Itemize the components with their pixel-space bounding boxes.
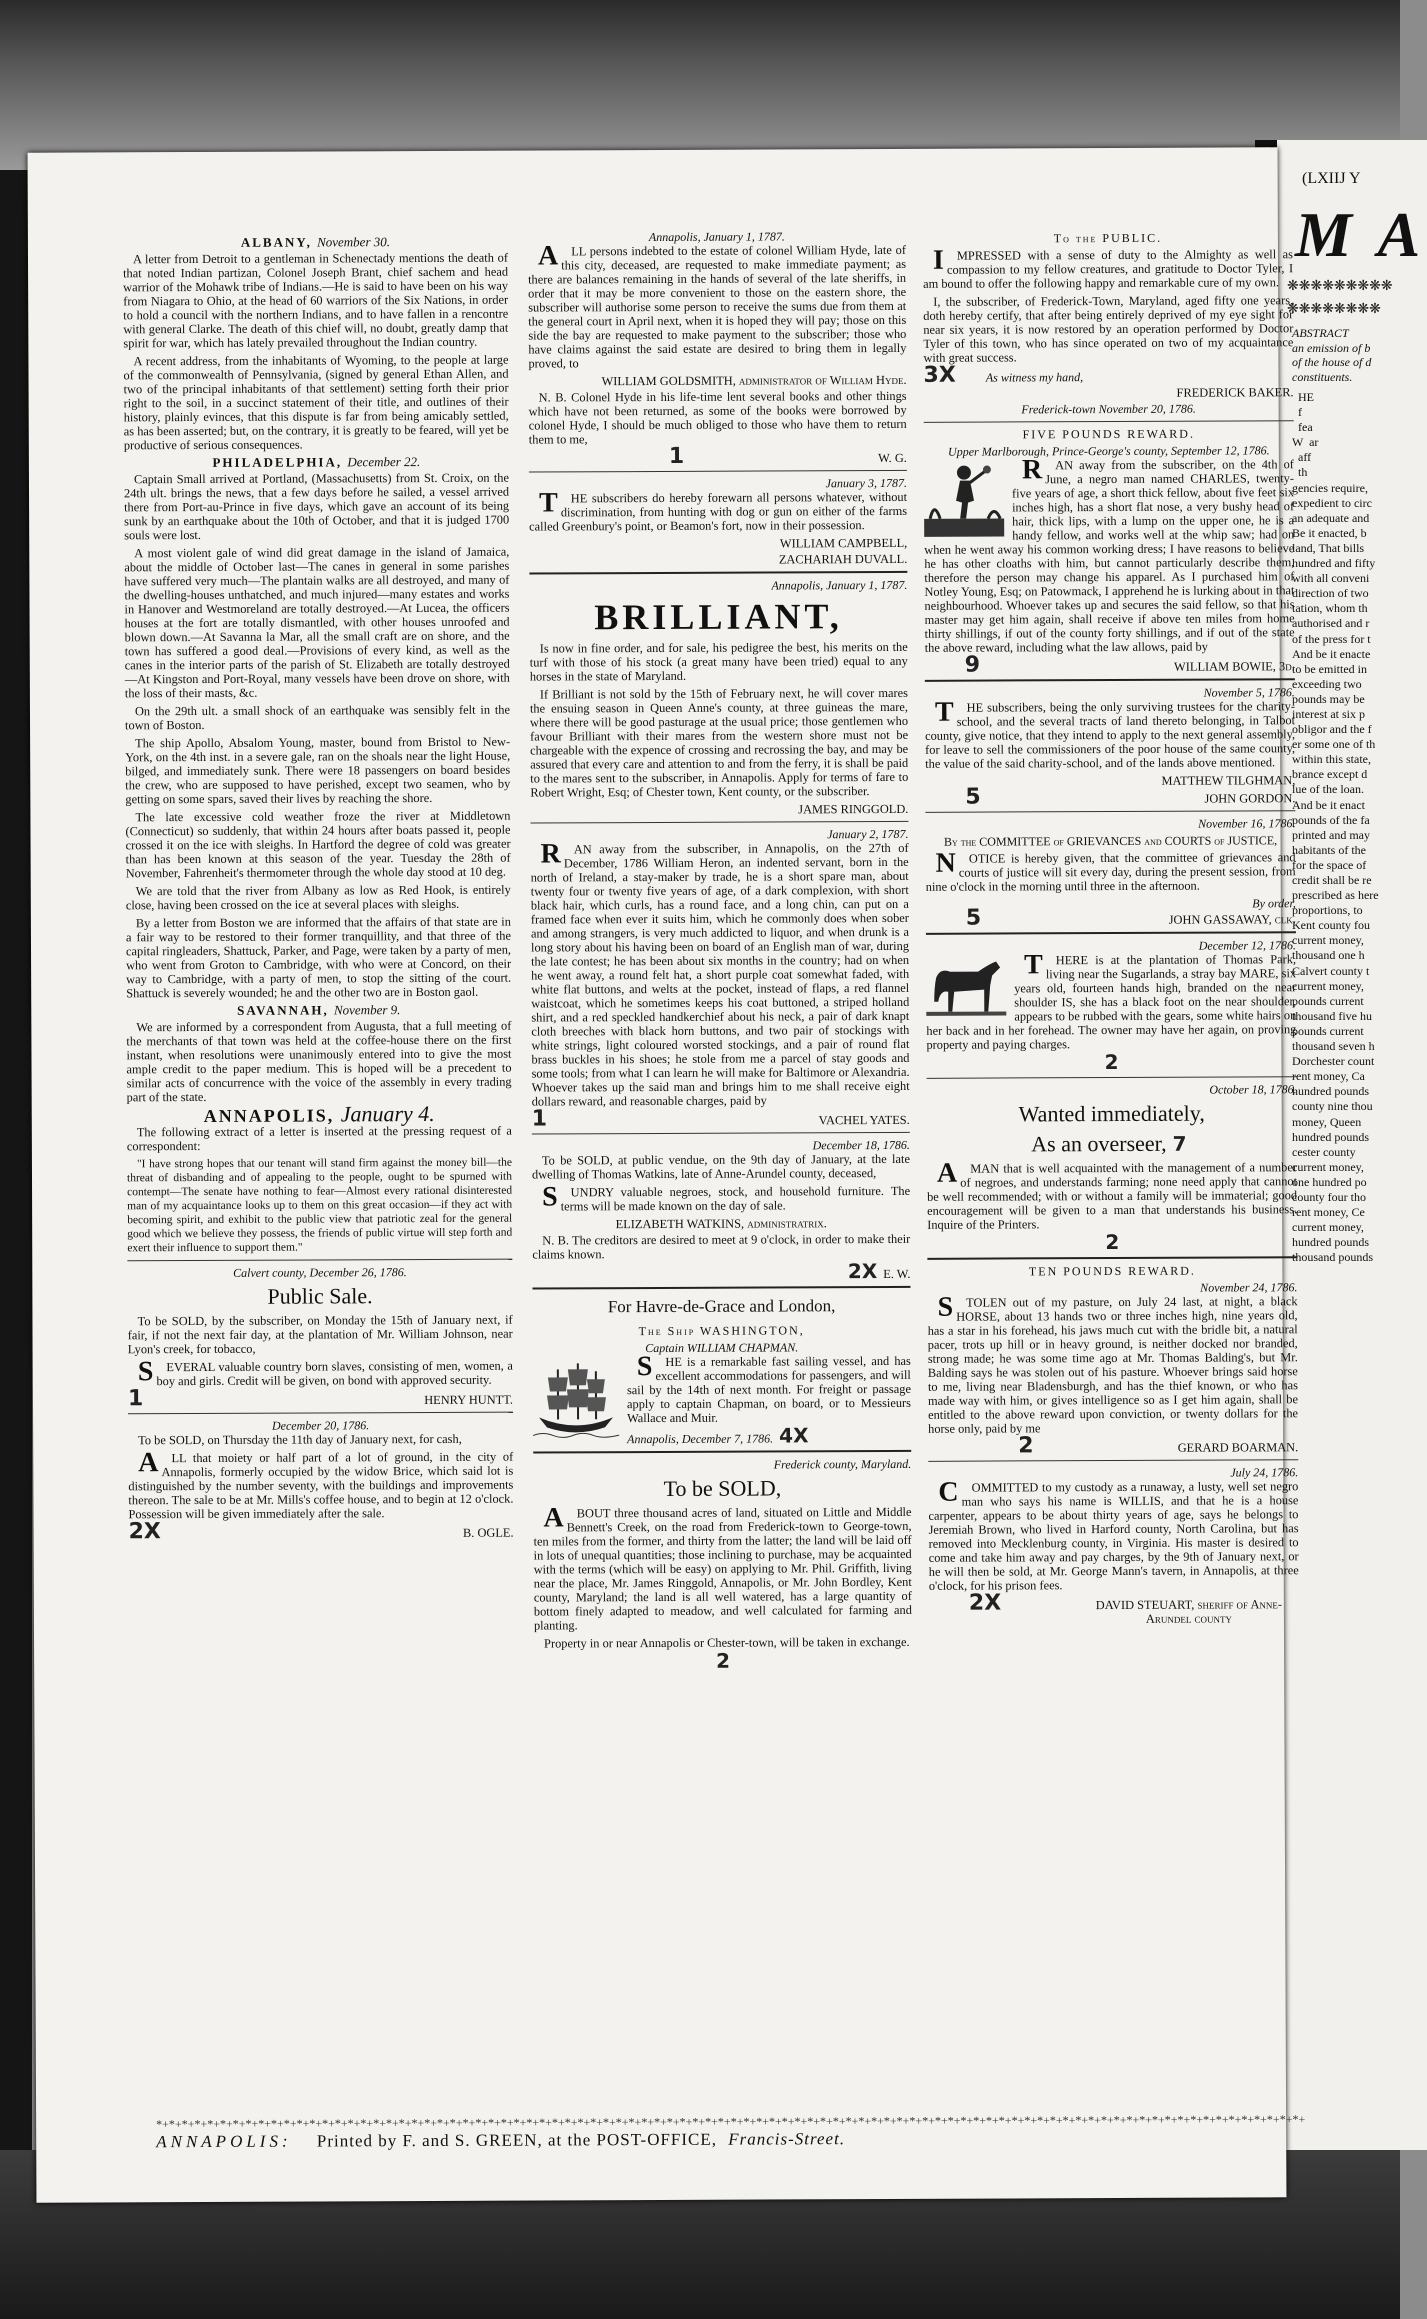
- handwritten-mark: 2: [1105, 1229, 1120, 1255]
- ad-heading-ship: For Havre-de-Grace and London,: [607, 1296, 836, 1317]
- ad-paragraph: SUNDRY valuable negroes, stock, and household furniture. The terms will be made known on the day of sale.: [542, 1181, 911, 1214]
- handwritten-mark: 4X: [779, 1423, 809, 1448]
- ad-signature-row: [534, 1648, 912, 1673]
- ad-signature: DAVID STEUART, sheriff of Anne-Arundel county: [1095, 1597, 1283, 1626]
- dateline-annapolis: ANNAPOLIS, January 4.: [203, 1100, 435, 1127]
- ad-witness: As witness my hand,: [985, 370, 1084, 385]
- handwritten-mark: 2X: [968, 1590, 1002, 1616]
- ad-dateline: November 5, 1786.: [1203, 685, 1295, 700]
- ad-paragraph: N. B. Colonel Hyde in his life-time lent several books and other things which have not been returned, as some of the books were borrowed by colonel Hyde, I should be much obliged to those who have them to return them to me,: [528, 388, 907, 447]
- column-rule: [127, 1259, 512, 1262]
- handwritten-mark: 2: [716, 1648, 731, 1673]
- ad-paragraph: N. B. The creditors are desired to meet at 9 o'clock, in order to make their claims known.: [532, 1231, 911, 1262]
- ad-signature-row: [926, 905, 1296, 931]
- column-rule: [530, 821, 908, 824]
- ship-name: The Ship WASHINGTON,: [638, 1323, 805, 1339]
- column-rule: [927, 1256, 1297, 1260]
- ad-signature: JAMES RINGGOLD.: [798, 801, 909, 817]
- ad-signature: B. OGLE.: [462, 1525, 514, 1540]
- news-paragraph: A letter from Detroit to a gentleman in Schenectady mentions the death of that noted Indian partizan, Colonel Joseph Brant, chief sachem and head warrior of the Mohawk tribe of Indians.—He is said to have been on his way from Niagara to Ohio, at the head of 60 warriors of the Six Nations, in order to hold a council with the northern Indians, and to have fallen in a rencontre with general Clarke. The death of this chief will, no doubt, greatly damp that spirit for war, which has lately prevailed throughout the Indian country.: [123, 250, 509, 351]
- ad-paragraph: To be SOLD, at public vendue, on the 9th day of January, at the late dwelling of Thomas Watkins, late of Anne-Arundel county, deceased,: [531, 1151, 910, 1182]
- ad-dateline: November 16, 1786.: [1198, 816, 1296, 831]
- ad-signature: WILLIAM BOWIE, 3d.: [1174, 659, 1295, 674]
- ad-heading-overseer: As an overseer, 7: [1031, 1130, 1187, 1157]
- ad-paragraph: NOTICE is hereby given, that the committee of grievances and courts of justice will sit every day, during the present session, from nine o'clock in the morning until three in the afternoon.: [925, 847, 1296, 894]
- runaway-figure-icon: [924, 460, 1004, 536]
- handwritten-mark: 7: [1172, 1131, 1187, 1156]
- ad-signature-row: [925, 652, 1295, 678]
- ad-paragraph: RAN away from the subscriber, in Annapolis, on the 27th of December, 1786 William Heron, an indented servant, born in the north of Ireland, a stay-maker by trade, he is a short spare man, about twenty four or twenty five years of age, of a dark complexion, with short black hair, which curls, has a round face, and a long chin, can put on a framed face when ever it suits him, which he commonly does when sober and among strangers, is very much addicted to liquor, and when drunk is a long story about his having been on board of an English man of war, during the late contest; he has been about six months in the country; had on when he went away, a round felt hat, a short purple coat somewhat faded, with white flat buttons, and welts at the pocket, instead of flaps, a red flannel waistcoat, which he sometimes keeps his coat buttoned, a striped holland shirt, and a red speckled handkerchief about his neck, a pair of dark knapt cloth breeches with black horn buttons, and two pair of stockings with white strings, light coloured worsted stockings, and a pair of round flat brass buckles in his shoes; he stole from me a parcel of stay goods and some tools; from what I can learn he will make for Baltimore or Alexandria. Whoever takes up the said man and brings him to me shall receive eight dollars reward, and reasonable charges, paid by: [530, 838, 910, 1109]
- binding-spine: [0, 170, 32, 2150]
- ornament-border: *+*+*+*+*+*+*+*+*+*+*+*+*+*+*+*+*+*+*+*+*+*+*+*+*+*+*+*+*+*+*+*+*+*+*+*+*+*+*+*+*+*+*+*+*+*+*+*+*+*+*+*+*+*+*+*+*+*+*+*+*+*+*+*+*+*+*+*+*+*+*+*+*+*+*+*+*+*+*+*+*+*+*+*+*+*+*+*+*+*+: [156, 2112, 1306, 2132]
- ad-dateline: January 2, 1787.: [827, 826, 909, 842]
- ad-paragraph: ALL persons indebted to the estate of colonel William Hyde, late of this city, deceased, are requested to make immediate payment; as there are balances remaining in the hands of several of the late sheriffs, in order that it may be more convenient to those on the eastern shore, the subscriber will authorise some person to receive the sums due from them at the general court in April next, when it is hoped they will pay; those on this side the bay are requested to make payment to the subscriber; those who have claims against the said estate are desired to bring them in legally proved, to: [528, 240, 907, 371]
- ad-dateline: December 12, 1786.: [1198, 938, 1297, 953]
- ad-signature: MATTHEW TILGHMAN,: [1161, 773, 1296, 788]
- ship-icon: [533, 1357, 619, 1443]
- ad-signature: JOHN GASSAWAY, clk.: [1168, 912, 1296, 927]
- handwritten-mark: 2: [1018, 1433, 1034, 1459]
- column-rule: [529, 571, 907, 575]
- ad-paragraph: If Brilliant is not sold by the 15th of February next, he will cover mares the ensuing season in Queen Anne's county, at three guineas the mare, where there will be good pasturage at the usual price; those gentlemen who favour Brilliant with their mares from the western shore must not be chargeable with the expence of crossing and recrossing the bay, and may be assured that every care and attention to and from the ferry, it is shall be paid to the mares sent to the subscriber, in Annapolis. Apply for terms of fare to Robert Wright, Esq; of Chester town, Kent county, or the subscriber.: [529, 685, 909, 800]
- column-rule: [533, 1450, 911, 1454]
- ad-signature: ELIZABETH WATKINS, administratrix.: [615, 1216, 827, 1232]
- letter-extract: "I have strong hopes that our tenant will stand firm against the money bill—the threat of disbanding and of appealing to the people, ought to be spurned with contempt—The senate have nothing to fear—Almost every rational disinterested man of my acquaintance looks up to them on this great occasion—if they act with becoming spirit, and exhibit to the public view that patriotic zeal for the general good which we believe they possess, the friends of public virtue will step forth and exert their influence to support them.": [126, 1156, 513, 1255]
- ad-heading-ten-pounds: TEN POUNDS REWARD.: [1028, 1263, 1196, 1279]
- handwritten-mark: 1: [531, 1106, 548, 1132]
- ad-heading-five-pounds: FIVE POUNDS REWARD.: [1022, 426, 1195, 442]
- ad-paragraph: To be SOLD, on Thursday the 11th day of January next, for cash,: [138, 1431, 462, 1448]
- column-rule: [532, 1132, 910, 1135]
- news-paragraph: The late excessive cold weather froze the river at Middletown (Connecticut) so suddenly, that within 24 hours after boats passed it, people crossed it on the ice with sleighs. In Hartford the degree of cold was greater than has been known at this season of the year. Tuesday the 28th of November, Fahrenheit's thermometer through the whole day stood at 10 deg.: [125, 808, 511, 881]
- ad-dateline: December 20, 1786.: [271, 1418, 370, 1433]
- column-2: [528, 229, 914, 2091]
- ad-signature-row: [927, 1229, 1297, 1255]
- ad-paragraph: ALL that moiety or half part of a lot of ground, in the city of Annapolis, formerly occupied by the widow Brice, which said lot is distinguished by the number seventy, with the buildings and improvements thereon. The sale to be at Mr. Mills's coffee house, and to begin at 12 o'clock. Possession will be given immediately after the sale.: [128, 1447, 514, 1522]
- ad-paragraph: IMPRESSED with a sense of duty to the Almighty as well as compassion to my fellow creatures, and gratitude to Doctor Tyler, I am bound to offer the following happy and remarkable cure of my own.: [923, 244, 1294, 291]
- ad-signature: WILLIAM CAMPBELL,: [779, 535, 908, 551]
- column-3: [923, 227, 1301, 2089]
- handwritten-mark: 1: [668, 443, 685, 469]
- ad-paragraph: THE subscribers, being the only surviving trustees for the charity-school, and the several tracts of land thereto belonging, in Talbot county, give notice, that they intend to apply to the next general assembly, for leave to sell the commissioners of the poor house of the same county, the value of the said charity-school, and of the lands above mentioned.: [925, 696, 1296, 771]
- column-rule: [532, 1286, 910, 1290]
- ad-dateline: November 24, 1786.: [1200, 1280, 1298, 1295]
- ad-signature: JOHN GORDON.: [1204, 791, 1296, 806]
- ad-signature-row: [928, 1433, 1299, 1459]
- ad-paragraph: THE subscribers do hereby forewarn all persons whatever, without discrimination, from hunting with dog or gun on either of the farms called Greenbury's point, or Beamon's fort, now in their possession.: [529, 487, 908, 534]
- scan-background-top: [0, 0, 1400, 170]
- news-paragraph: The following extract of a letter is inserted at the pressing request of a correspondent:: [126, 1123, 512, 1154]
- ad-heading-to-the-public: To the PUBLIC.: [1053, 230, 1163, 246]
- ad-signature-row: [529, 443, 907, 469]
- adjacent-page-ornament-2: ❋❋❋❋❋❋❋❋: [1287, 302, 1381, 317]
- ad-paragraph: Is now in fine order, and for sale, his pedigree the best, his merits on the turf with those of his stock (a great many have been tried) equal to any horses in the state of Maryland.: [529, 639, 908, 684]
- ad-paragraph: SHE is a remarkable fast sailing vessel, and has excellent accommodations for passengers, and will sail by the 14th of next month. For freight or passage apply to captain Chapman, on board, or to Messieurs Wallace and Muir.: [626, 1351, 912, 1426]
- dateline-albany: ALBANY, November 30.: [240, 234, 391, 250]
- runaway-woodcut: [924, 460, 1004, 539]
- ad-signature-row: [128, 1519, 514, 1545]
- ad-signature: VACHEL YATES.: [818, 1112, 910, 1128]
- ad-paragraph: THERE is at the plantation of Thomas Park, living near the Sugarlands, a stray bay MARE, six years old, fourteen hands high, branded on the near shoulder IS, she has a black foot on the near shoulder, appears to be rubbed with the gears, some white hairs on her back and in her forehead. The owner may have her again, on proving property and paying charges.: [926, 949, 1297, 1052]
- ad-paragraph: Property in or near Annapolis or Chester-town, will be taken in exchange.: [544, 1634, 910, 1651]
- imprint-city: ANNAPOLIS:: [156, 2131, 292, 2152]
- ad-signature: GERARD BOARMAN.: [1177, 1440, 1299, 1455]
- ship-woodcut: [533, 1357, 619, 1446]
- column-rule: [927, 1076, 1297, 1079]
- newspaper-page: [28, 147, 1306, 2202]
- ad-paragraph: COMMITTED to my custody as a runaway, a lusty, well set negro man who says his name is WILLIS, and that he is a house carpenter, appears to be about thirty years of age, says he belongs to Jeremiah Brown, who lived in Harford county, North Carolina, but has removed into Mecklenburg county, in Virginia. His master is desired to come and take him away and pay charges, by the 9th of January next, or he will then be sold, at Mr. George Mann's tavern, in Annapolis, at three o'clock, for his prison fees.: [928, 1476, 1299, 1593]
- ad-by-order: By order,: [1252, 896, 1296, 911]
- column-rule: [529, 470, 907, 473]
- ad-paragraph: I, the subscriber, of Frederick-Town, Maryland, aged fifty one years, doth hereby certify, that after being entirely deprived of my eye sight for near six years, it is now restored by an operation performed by Doctor Tyler of this town, who has since operated on two of my acquaintance with great success.: [923, 293, 1294, 365]
- adjacent-page-title: M A: [1295, 199, 1427, 270]
- imprint-street: Francis-Street.: [728, 2129, 846, 2149]
- ad-signature-row: [531, 1106, 910, 1132]
- column-rule: [926, 931, 1296, 935]
- news-paragraph: We are informed by a correspondent from Augusta, that a full meeting of the merchants of that town was held at the coffee-house there on the first instant, when resolutions were unanimously entered into to give the most ample credit to the paper medium. This is hoped will be a precedent to similar acts of concurrence with the voice of the assembly in every trading part of the state.: [126, 1018, 512, 1105]
- column-rule: [928, 1459, 1298, 1462]
- adjacent-page-body: HE f fea W ar aff th gencies require, expedient to circ an adequate and Be it enacted, b land, That bills hundred and fifty with all conveni direction of two tation, whom th authorised and r of the press for t And be it enacte to be emitted in exceeding two pounds may be interest at six p obligor and the f er some one of th within this state, brance except d lue of the loan. And be it enact pounds of the fa printed and may habitants of the for the space of credit shall be re prescribed as here proportions, to Kent county fou current money, thousand one h Calvert county t current money, pounds current thousand five hu pounds current thousand seven h Dorchester count rent money, Ca hundred pounds county nine thou money, Queen hundred pounds cester county current money, one hundred po county four tho rent money, Ce current money, hundred pounds thousand pounds: [1292, 390, 1379, 1265]
- ad-heading-public-sale: Public Sale.: [267, 1283, 373, 1309]
- column-rule: [924, 420, 1294, 423]
- handwritten-mark: 5: [965, 784, 981, 810]
- adjacent-page-abstract: ABSTRACT an emission of b of the house of d constituents.: [1292, 326, 1372, 384]
- dateline-philadelphia: PHILADELPHIA, December 22.: [212, 454, 421, 470]
- column-rule: [925, 678, 1295, 682]
- ad-signature-row: [532, 1259, 911, 1284]
- ad-dateline: Annapolis, January 1, 1787.: [648, 229, 785, 245]
- printer-imprint: [156, 2112, 1306, 2152]
- column-rule: [925, 810, 1295, 813]
- handwritten-mark: 1: [127, 1386, 144, 1412]
- handwritten-mark: 2X: [847, 1259, 878, 1284]
- handwritten-mark: 9: [964, 652, 981, 678]
- adjacent-page-ornament: ❋❋❋❋❋❋❋❋❋: [1287, 279, 1393, 294]
- ad-heading-committee: By the COMMITTEE of GRIEVANCES and COURTS of JUSTICE,: [943, 833, 1278, 849]
- ad-signature: W. G.: [878, 450, 907, 466]
- ad-dateline: Frederick county, Maryland.: [773, 1456, 912, 1472]
- news-paragraph: A most violent gale of wind did great damage in the island of Jamaica, about the middle of October last—The canes in general in some parishes have suffered very much—The plantain walks are all destroyed, and many of the dwelling-houses unthatched, and much injured—many estates and works in Hanover and Westmoreland are totally destroyed.—At Lucea, the officers houses at the fort are totally dismantled, with other houses unroofed and blown down.—At Savanna la Mar, all the small craft are on shore, and the town has suffered a good deal.—Provisions of every kind, as well as the canes in the interior parts of the parish of St. Elizabeth are totally destroyed—At Kingston and Port-Royal, many vessels have been drove on shore, with the loss of their masts, &c.: [124, 544, 510, 701]
- horse-woodcut: [926, 955, 1006, 1020]
- ad-signature: ZACHARIAH DUVALL.: [778, 551, 908, 567]
- news-paragraph: Captain Small arrived at Portland, (Massachusetts) from St. Croix, on the 24th ult. brings the news, that a few days before he sailed, a vessel arrived there from Port-au-Prince in five days, which gave an account of its being sunk by an earthquake about the 10th of October, and that it is judged 1700 souls were lost.: [123, 470, 510, 543]
- ad-signature: FREDERICK BAKER.: [1176, 385, 1294, 400]
- ship-captain: Captain WILLIAM CHAPMAN.: [645, 1340, 799, 1356]
- news-paragraph: On the 29th ult. a small shock of an earthquake was sensibly felt in the town of Boston.: [125, 702, 510, 733]
- news-paragraph: We are told that the river from Albany as low as Red Hook, is entirely close, having been crossed on the ice at several places with sleighs.: [125, 882, 511, 913]
- ad-paragraph: SEVERAL valuable country born slaves, consisting of men, women, a boy and girls. Credit will be given, on bond with approved security.: [137, 1356, 513, 1389]
- dateline-savannah: SAVANNAH, November 9.: [237, 1002, 401, 1018]
- horse-icon: [926, 955, 1006, 1017]
- ad-paragraph: AMAN that is well acquainted with the management of a number of negroes, and understands farming; none need apply that cannot be well recommended; with or without a family will be immaterial; good encouragement will be given to a man that understands his business. Inquire of the Printers.: [927, 1157, 1298, 1232]
- ad-paragraph: STOLEN out of my pasture, on July 24 last, at night, a black HORSE, about 13 hands two or three inches high, nine years old, has a star in his forehead, his jaws much cut with the bridle bit, a natural pacer, trots up hill or in heavy ground, is neither docked nor branded, strong made; he was some time ago at Mr. Thomas Balding's, but Mr. Balding says he was stolen out of his pasture. Whoever brings said horse to me, living near Bladensburgh, and has the thief known, or who has made way with him, or gives intelligence so as I get him again, shall be entitled to the above reward upon conviction, or twenty dollars for the horse only, paid by me: [927, 1291, 1299, 1436]
- ad-dateline: Calvert county, December 26, 1786.: [233, 1265, 407, 1280]
- ad-heading-brilliant: BRILLIANT,: [594, 596, 843, 638]
- ad-signature-row: [925, 784, 1296, 810]
- ad-signature-row: [127, 1386, 514, 1412]
- ad-heading-to-be-sold: To be SOLD,: [663, 1475, 782, 1501]
- ad-dateline: Upper Marlborough, Prince-George's county, September 12, 1786.: [948, 443, 1270, 459]
- ad-dateline: Annapolis, January 1, 1787.: [771, 577, 908, 593]
- column-rule: [128, 1412, 513, 1415]
- ad-dateline: Frederick-town November 20, 1786.: [1021, 401, 1196, 417]
- ad-heading-wanted: Wanted immediately,: [1018, 1100, 1205, 1127]
- ad-signature: E. W.: [883, 1266, 911, 1282]
- news-paragraph: By a letter from Boston we are informed that the affairs of that state are in a fair way to be restored to their former tranquillity, and that three of the capital ringleaders, Shattuck, Parker, and Page, were taken by a party of men, who went from Groton to Cambridge, with who were at Concord, on their way to Cambridge, with a party of men, to stop the sitting of the court. Shattuck is severely wounded; he and the other two are in Boston gaol.: [125, 914, 512, 1001]
- ad-dateline: January 3, 1787.: [825, 475, 908, 491]
- news-paragraph: A recent address, from the inhabitants of Wyoming, to the people at large of the commonwealth of Pennsylvania, (signed by general Ethan Allen, and two of the principal inhabitants of that settlement) setting forth their prior right to the soil, in a succinct statement of their title, and outlines of their history, plainly evinces, that this dispute is far from being amicably settled, as has been asserted; but, on the contrary, it is greatly to be feared, will yet be productive of serious consequences.: [123, 352, 509, 453]
- adjacent-page-header: (LXIIJ Y: [1302, 170, 1361, 187]
- ad-signature: WILLIAM GOLDSMITH, administrator of William Hyde.: [601, 372, 907, 389]
- ad-dateline: December 18, 1786.: [812, 1137, 910, 1153]
- news-paragraph: The ship Apollo, Absalom Young, master, bound from Bristol to New-York, on the 4th inst. in a severe gale, ran on the shoals near the light House, bilged, and immediately sunk. There were 18 passengers on board besides the crew, who are supposed to have perished, except two seamen, who by getting on some spars, saved their lives by reaching the shore.: [125, 734, 511, 807]
- ad-paragraph: ABOUT three thousand acres of land, situated on Little and Middle Bennett's Creek, on the road from Frederick-town to George-town, ten miles from the former, and thirty from the latter; the land will be laid off in lots of unequal quantities; those inclining to purchase, may be acquainted with the terms (which will be easy) on applying to Mr. Phil. Griffith, living near the place, Mr. James Ringgold, Annapolis, or Mr. John Bordley, Kent county, Maryland; the land is all well watered, has a large quantity of bottom finely adapted to meadow, and well calculated for farming and planting.: [533, 1502, 912, 1633]
- handwritten-mark: 5: [965, 905, 982, 931]
- ad-signature-row: [923, 362, 1293, 388]
- ad-dateline: July 24, 1786.: [1230, 1465, 1299, 1480]
- imprint-printer: Printed by F. and S. GREEN, at the POST-OFFICE,: [316, 2129, 718, 2151]
- ad-dateline: Annapolis, December 7, 1786.: [627, 1431, 774, 1447]
- ad-paragraph: RAN away from the subscriber, on the 4th of June, a negro man named CHARLES, twenty-five years of age, a short thick fellow, about five feet six inches high, has a short flat nose, a very bushy head of hair, thick lips, with a lump on the upper one, he is a handy fellow, and works well at the whip saw; had on when he went away his common working dress; I have reasons to believe he has other cloaths with him, but cannot particularly describe them, therefore the person may change his apparel. As I purchased him of Notley Young, Esq; on Patowmack, I apprehend he is lurking about in that neighbourhood. Whoever takes up and secures the said fellow, so that his master may get him again, shall receive if above ten miles from home thirty shillings, if out of the county forty shillings, and if out of the state the above reward, including what the law allows, paid by: [924, 454, 1295, 655]
- ad-signature-row: [929, 1590, 1299, 1626]
- handwritten-mark: 2X: [128, 1519, 161, 1545]
- ad-paragraph: To be SOLD, by the subscriber, on Monday the 15th of January next, if fair, if not the next fair day, at the plantation of Mr. William Johnson, near Lyon's creek, for tobacco,: [127, 1312, 513, 1357]
- handwritten-mark: 2: [1104, 1049, 1119, 1075]
- column-1: [123, 231, 516, 2093]
- ad-signature: HENRY HUNTT.: [424, 1392, 514, 1408]
- ad-signature-row: [926, 1049, 1296, 1075]
- ad-dateline: October 18, 1786.: [1209, 1082, 1297, 1097]
- handwritten-mark: 3X: [923, 362, 956, 388]
